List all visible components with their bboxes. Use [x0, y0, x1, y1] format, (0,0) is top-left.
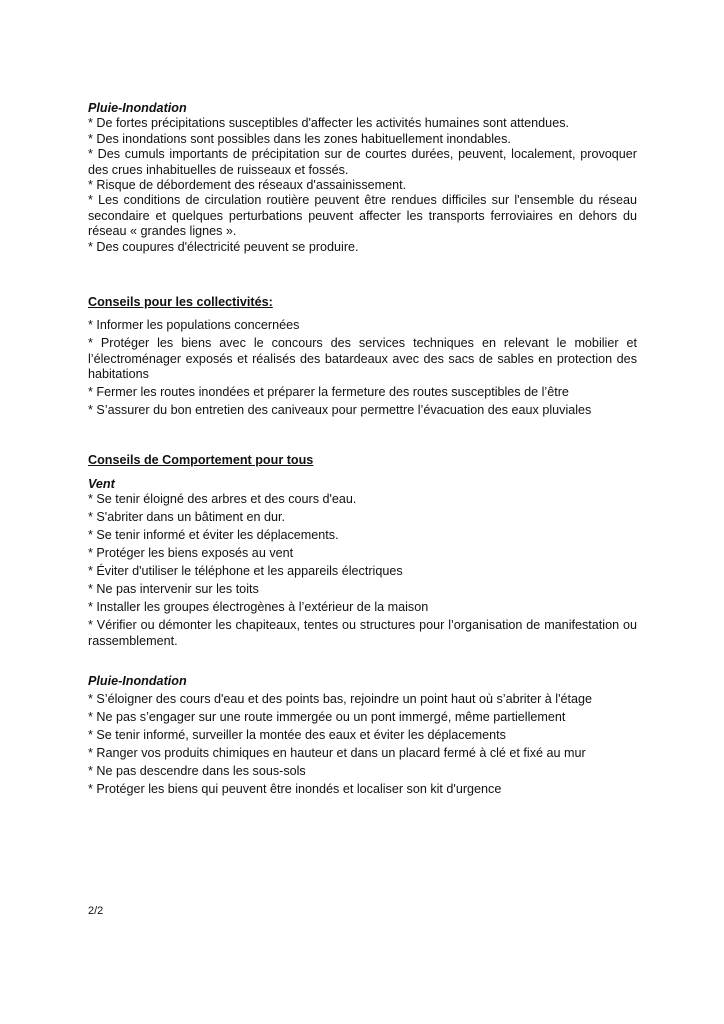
section-heading: Pluie-Inondation — [88, 101, 187, 115]
comportement-section — [88, 453, 637, 797]
vigilance-line: * Des coupures d'électricité peuvent se produire. — [88, 239, 359, 254]
vigilance-line: * Des cumuls importants de précipitation sur de courtes durées, peuvent, localement, provoquer des crues inhabituelles de ruisseaux et fossés. — [88, 147, 637, 177]
advice-line: * S'abriter dans un bâtiment en dur. — [88, 510, 286, 525]
advice-line: * Fermer les routes inondées et préparer la fermeture des routes susceptibles de l’être — [88, 385, 569, 400]
vigilance-line: * Des inondations sont possibles dans les zones habituellement inondables. — [88, 131, 511, 146]
section-heading: Conseils pour les collectivités: — [88, 295, 273, 310]
advice-line: * Installer les groupes électrogènes à l’extérieur de la maison — [88, 600, 429, 615]
advice-line: * Vérifier ou démonter les chapiteaux, tentes ou structures pour l’organisation de manifestation ou rassemblement. — [88, 618, 637, 648]
advice-line: * Protéger les biens avec le concours des services techniques en relevant le mobilier et l’électroménager exposés et réalisés des batardeaux avec des sacs de sables en protection des habitations — [88, 336, 637, 382]
advice-line: * Protéger les biens exposés au vent — [88, 546, 294, 561]
advice-line: * Protéger les biens qui peuvent être inondés et localiser son kit d'urgence — [88, 781, 502, 796]
advice-line: * Se tenir informé et éviter les déplacements. — [88, 528, 339, 543]
vigilance-line: * Risque de débordement des réseaux d'assainissement. — [88, 178, 407, 193]
subsection-heading-pluie: Pluie-Inondation — [88, 673, 187, 688]
collectivites-section — [88, 295, 637, 419]
vigilance-line: * De fortes précipitations susceptibles d'affecter les activités humaines sont attendues. — [88, 116, 569, 131]
advice-line: * Informer les populations concernées — [88, 318, 300, 333]
advice-line: * Éviter d'utiliser le téléphone et les appareils électriques — [88, 564, 403, 579]
advice-line: * Ranger vos produits chimiques en hauteur et dans un placard fermé à clé et fixé au mur — [88, 745, 586, 760]
page-number: 2/2 — [88, 905, 104, 917]
pluie-inondation-vigilance-section — [88, 101, 637, 255]
subsection-heading-vent: Vent — [88, 476, 115, 491]
advice-line: * S’éloigner des cours d'eau et des points bas, rejoindre un point haut où s’abriter à l'étage — [88, 691, 592, 706]
advice-line: * Se tenir éloigné des arbres et des cours d'eau. — [88, 492, 357, 507]
section-heading: Conseils de Comportement pour tous — [88, 453, 314, 468]
advice-line: * Ne pas s’engager sur une route immergée ou un pont immergé, même partiellement — [88, 709, 566, 724]
advice-line: * Ne pas descendre dans les sous-sols — [88, 763, 306, 778]
advice-line: * Ne pas intervenir sur les toits — [88, 582, 259, 597]
vigilance-line: * Les conditions de circulation routière peuvent être rendues difficiles sur l'ensemble du réseau secondaire et quelques perturbations peuvent affecter les transports ferroviaires en dehors du réseau « grandes lignes ». — [88, 193, 637, 239]
document-page — [88, 101, 637, 800]
advice-line: * S’assurer du bon entretien des caniveaux pour permettre l’évacuation des eaux pluviales — [88, 403, 592, 418]
advice-line: * Se tenir informé, surveiller la montée des eaux et éviter les déplacements — [88, 727, 506, 742]
